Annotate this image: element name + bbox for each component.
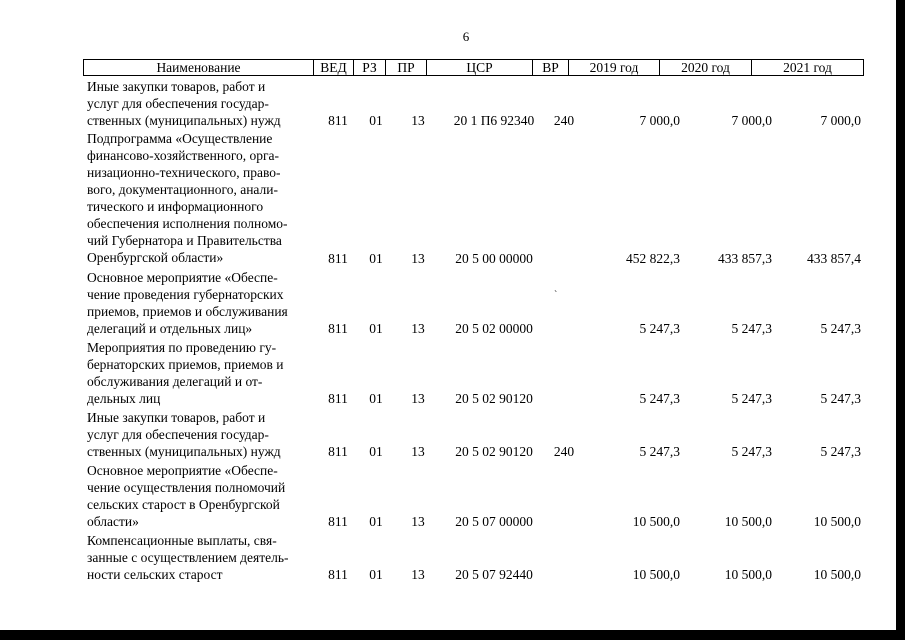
row-name: Иные закупки товаров, работ и услуг для обеспечения государ- ственных (муниципальных) нужд [87,79,281,128]
csr-cell: 20 5 07 00000 [455,514,533,529]
vr-cell: 240 [553,444,575,459]
table-row [87,269,877,337]
csr-cell: 20 5 00 00000 [455,251,533,266]
scan-edge-right [896,0,905,640]
value-2020: 5 247,3 [731,444,772,459]
value-2019: 10 500,0 [632,567,680,582]
value-2019: 10 500,0 [632,514,680,529]
header-2019: 2019 год [569,60,660,75]
ved-cell: 811 [328,113,348,128]
value-2021: 10 500,0 [813,514,861,529]
header-csr: ЦСР [427,60,533,75]
value-2020: 5 247,3 [731,391,772,406]
value-2019: 5 247,3 [639,444,680,459]
table-header [83,59,864,76]
pr-cell: 13 [411,514,425,529]
row-name: Основное мероприятие «Обеспе- чение осуществления полномочий сельских старост в Оренбургской области» [87,463,286,529]
value-2019: 5 247,3 [639,391,680,406]
value-2021: 5 247,3 [820,444,861,459]
value-2019: 7 000,0 [639,113,680,128]
row-name: Основное мероприятие «Обеспе- чение проведения губернаторских приемов, приемов и обслуживания делегаций и отдельных лиц» [87,270,288,336]
row-name: Компенсационные выплаты, свя- занные с осуществлением деятель- ности сельских старост [87,533,289,582]
header-2020: 2020 год [660,60,752,75]
scan-edge-bottom [0,630,905,640]
value-2021: 7 000,0 [820,113,861,128]
table-row [87,130,877,267]
table-row [87,409,877,460]
pr-cell: 13 [411,113,425,128]
pr-cell: 13 [411,391,425,406]
table-row [87,339,877,407]
header-ved: ВЕД [314,60,354,75]
rz-cell: 01 [369,113,383,128]
csr-cell: 20 5 02 90120 [455,391,533,406]
value-2019: 452 822,3 [626,251,680,266]
rz-cell: 01 [369,391,383,406]
csr-cell: 20 1 П6 92340 [453,113,535,128]
value-2021: 10 500,0 [813,567,861,582]
vr-cell: 240 [553,113,575,128]
pr-cell: 13 [411,567,425,582]
page-number: 6 [462,29,470,44]
value-2021: 5 247,3 [820,391,861,406]
csr-cell: 20 5 02 90120 [455,444,533,459]
value-2021: 433 857,4 [807,251,861,266]
pr-cell: 13 [411,321,425,336]
ved-cell: 811 [328,444,348,459]
header-rz: РЗ [354,60,386,75]
rz-cell: 01 [369,567,383,582]
csr-cell: 20 5 02 00000 [455,321,533,336]
row-name: Подпрограмма «Осуществление финансово-хозяйственного, орга- низационно-технического, право- вого, документационного, анали- тического и информационного обеспечения исполнения полномо- чий Губернатора и Правительства Оренбургской области» [87,131,288,265]
row-name: Иные закупки товаров, работ и услуг для обеспечения государ- ственных (муниципальных) нужд [87,410,281,459]
scan-speck: ` [554,290,558,301]
table-row [87,532,877,583]
header-2021: 2021 год [783,60,832,75]
ved-cell: 811 [328,567,348,582]
ved-cell: 811 [328,391,348,406]
rz-cell: 01 [369,444,383,459]
value-2021: 5 247,3 [820,321,861,336]
value-2020: 5 247,3 [731,321,772,336]
table-row [87,78,877,129]
ved-cell: 811 [328,251,348,266]
rz-cell: 01 [369,251,383,266]
value-2020: 10 500,0 [724,567,772,582]
header-vr: ВР [533,60,569,75]
header-pr: ПР [386,60,427,75]
value-2019: 5 247,3 [639,321,680,336]
rz-cell: 01 [369,321,383,336]
table-row [87,462,877,530]
ved-cell: 811 [328,514,348,529]
rz-cell: 01 [369,514,383,529]
value-2020: 433 857,3 [718,251,772,266]
value-2020: 7 000,0 [731,113,772,128]
pr-cell: 13 [411,251,425,266]
value-2020: 10 500,0 [724,514,772,529]
row-name: Мероприятия по проведению гу- бернаторских приемов, приемов и обслуживания делегаций и от- дельных лиц [87,340,284,406]
pr-cell: 13 [411,444,425,459]
header-name: Наименование [84,60,314,75]
csr-cell: 20 5 07 92440 [455,567,533,582]
ved-cell: 811 [328,321,348,336]
